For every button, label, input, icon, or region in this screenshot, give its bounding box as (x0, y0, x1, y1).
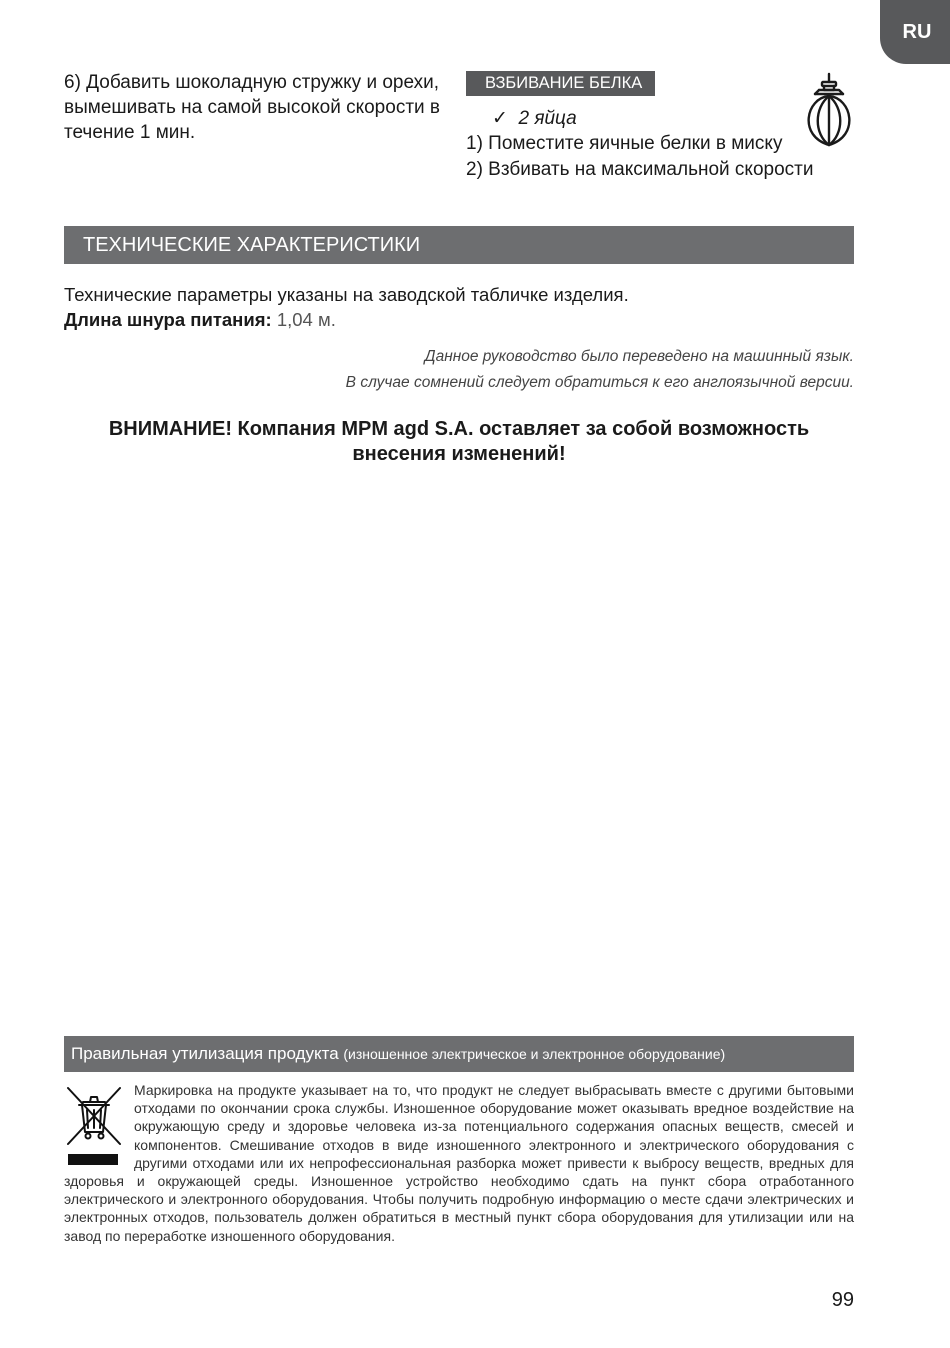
specifications-text (64, 282, 854, 332)
disposal-text-block (64, 1081, 854, 1245)
translation-note-line: В случае сомнений следует обратиться к его англоязычной версии. (345, 374, 854, 391)
page-number: 99 (831, 1289, 854, 1311)
language-tab: RU (880, 0, 950, 64)
checkmark-icon: ✓ (492, 108, 508, 129)
whipping-steps (466, 131, 813, 183)
cord-length-label: Длина шнура питания: (64, 309, 272, 330)
ingredient-item (492, 107, 577, 130)
ingredient-label: 2 яйца (518, 108, 577, 129)
translation-note-line: Данное руководство было переведено на машинный язык. (424, 348, 854, 365)
disposal-heading-title: Правильная утилизация продукта (71, 1044, 339, 1063)
disposal-heading (64, 1036, 854, 1072)
warning-notice: ВНИМАНИЕ! Компания MPM agd S.A. оставляет за собой возможность внесения изменений! (108, 418, 810, 465)
recipe-step-6: 6) Добавить шоколадную стружку и орехи, вымешивать на самой высокой скорости в течение 1 мин. (64, 72, 441, 143)
disposal-paragraph: Маркировка на продукте указывает на то, что продукт не следует выбрасывать вместе с другими бытовыми отходами по окончании срока службы. Изношенное оборудование может оказывать вредное воздействие на окружающую среду и здоровье человека из-за потенциального содержания опасных веществ, смесей и компонентов. Смешивание отходов в виде изношенного электронного и электрического оборудования с другими отходами или их непрофессиональная разборка может привести к выбросу веществ, вредных для здоровья и окружающей среды. Изношенное устройство необходимо сдать на пункт сбора отработанного электрического и электронного оборудования. Чтобы получить подробную информацию о месте сдачи электрических и электронных отходов, пользователь должен обратиться в местный пункт сбора оборудования для утилизации или на завод по переработке изношенного оборудования. (64, 1082, 854, 1244)
whipping-step: 2) Взбивать на максимальной скорости (466, 159, 814, 180)
translation-note (346, 344, 854, 396)
plate-note: Технические параметры указаны на заводской табличке изделия. (64, 284, 629, 305)
whipping-step: 1) Поместите яичные белки в миску (466, 133, 783, 154)
disposal-heading-sub: (изношенное электрическое и электронное оборудование) (343, 1046, 726, 1062)
whipping-heading: ВЗБИВАНИЕ БЕЛКА (466, 71, 655, 96)
specifications-heading: ТЕХНИЧЕСКИЕ ХАРАКТЕРИСТИКИ (64, 226, 854, 264)
cord-length-value: 1,04 м. (276, 309, 336, 330)
cord-length-row (64, 307, 854, 332)
whisk-icon (800, 72, 858, 148)
